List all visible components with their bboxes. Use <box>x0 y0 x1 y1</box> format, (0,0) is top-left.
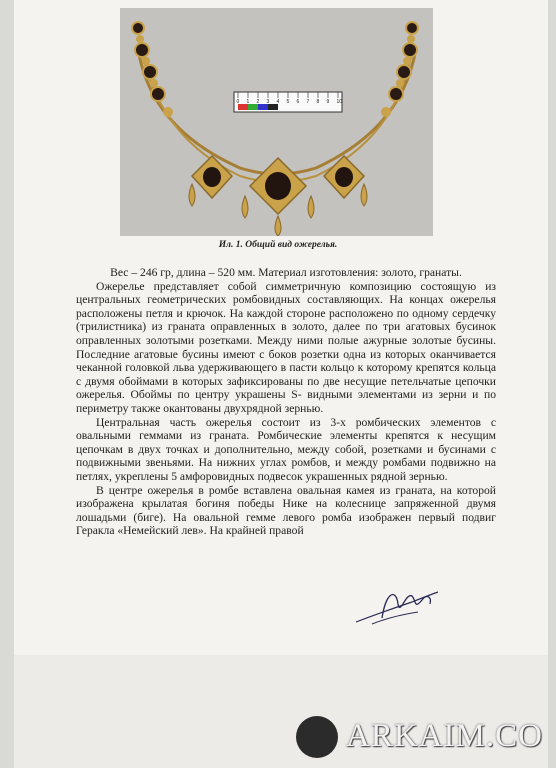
ruler-number: 8 <box>316 99 320 105</box>
necklace-illustration <box>120 8 433 236</box>
ruler-number: 0 <box>236 99 240 105</box>
paragraph-central-part: Центральная часть ожерелья состоит из 3-х ромбических элементов с овальными геммами из граната. Ромбические элементы крепятся к несущим цепочкам в двух точках и дополнительно, между собой, розетками и бусинами с подвижными звеньями. На нижних углах ромбов, и между ромбами подвижно на петлях, укреплены 5 амфоровидных подвесок украшенных рядной зернью. <box>76 415 496 483</box>
handwritten-signature <box>352 582 442 637</box>
ruler-number: 10 <box>336 99 343 105</box>
watermark-logo-icon <box>296 716 338 758</box>
ruler-number: 3 <box>266 99 270 105</box>
paragraph-specs: Вес – 246 гр, длина – 520 мм. Материал изготовления: золото, гранаты. <box>110 266 462 279</box>
figure-caption: Ил. 1. Общий вид ожерелья. <box>218 240 338 250</box>
article-text <box>76 266 496 538</box>
ruler-number: 6 <box>296 99 300 105</box>
paragraph-description: Ожерелье представляет собой симметричную композицию состоящую из центральных геометрических ромбовидных составляющих. На концах ожерелья расположены петля и крючок. На каждой стороне расположено по одному сердечку (трилистника) из граната оправленных в золото, далее по три агатовых бусинок оправленных золотыми розетками. Между ними полые ажурные золотые бусины. Последние агатовые бусины имеют с боков розетки одна из которых оканчивается чеканной головкой льва удерживающего в пасти кольцо к которому крепятся кольца с двумя обоймами в которых зафиксированы по две несущие петельчатые цепочки ожерелья. Обоймы по центру украшены S- видными элементами из зерни и по периметру также окантованы двухрядной зернью. <box>76 279 496 415</box>
site-watermark <box>296 712 556 760</box>
ruler-number: 1 <box>246 99 250 105</box>
ruler-number: 9 <box>326 99 330 105</box>
paragraph-center-cameo: В центре ожерелья в ромбе вставлена овальная камея из граната, на которой изображена крылатая богиня победы Нике на колеснице запряженной двумя лошадьми (биге). На овальной гемме левого ромба изображен первый подвиг Геракла «Немейский лев». На крайней правой <box>76 483 496 538</box>
ruler-number: 4 <box>276 99 280 105</box>
watermark-text: ARKAIM.CO <box>346 718 543 754</box>
necklace-photo <box>120 8 433 236</box>
ruler-number: 5 <box>286 99 290 105</box>
ruler-number: 2 <box>256 99 260 105</box>
ruler-number: 7 <box>306 99 310 105</box>
